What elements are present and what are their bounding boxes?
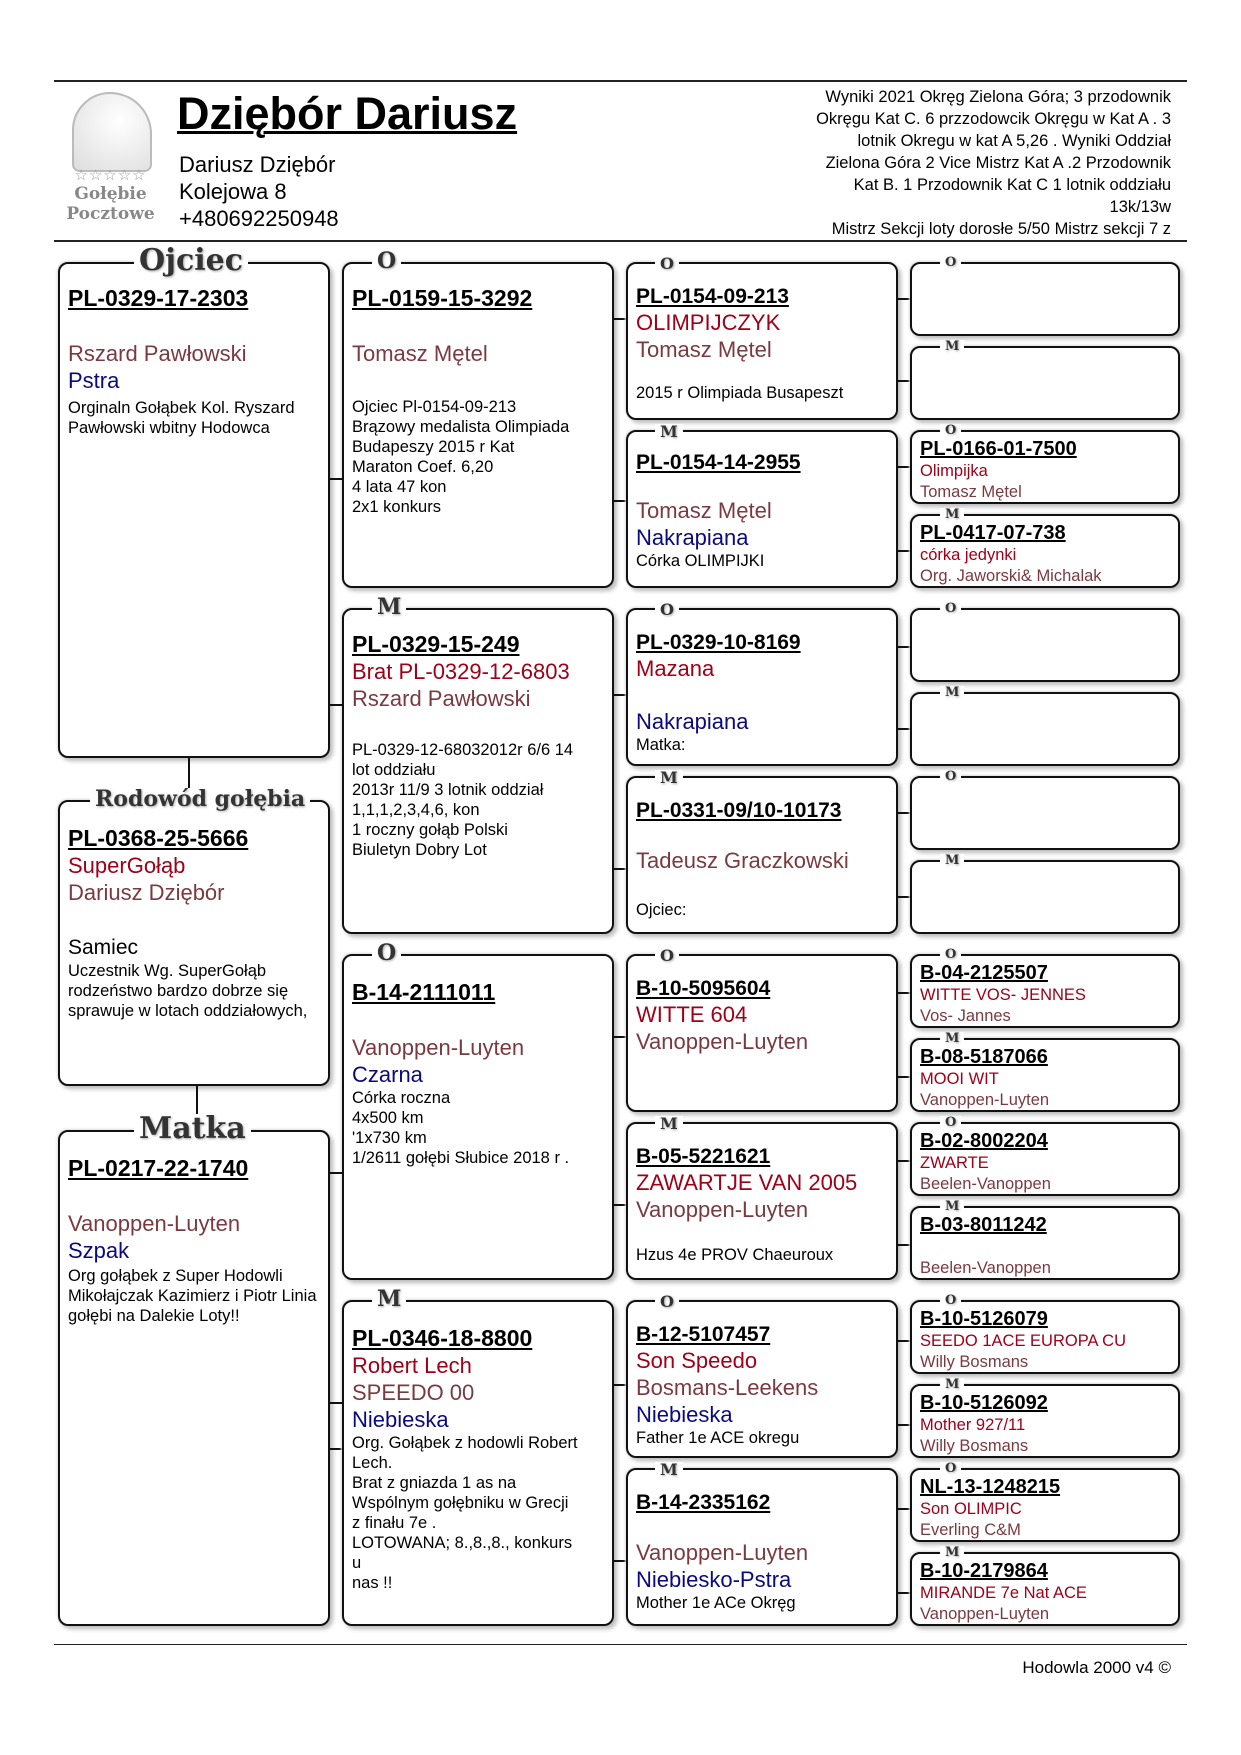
pigeon-name: ZWARTE bbox=[920, 1154, 989, 1172]
note: Matka: bbox=[636, 736, 686, 754]
m-label: M bbox=[940, 1546, 964, 1559]
note-line: '1x730 km bbox=[352, 1129, 427, 1147]
note: Org gołąbek z Super Hodowli Mikołajczak Kazimierz i Piotr Linia gołębi na Dalekie Loty!! bbox=[68, 1267, 317, 1325]
ring-number: B-14-2335162 bbox=[636, 1491, 771, 1514]
breeder: Org. Jaworski& Michalak bbox=[920, 567, 1102, 585]
gen4-card[interactable] bbox=[910, 1468, 1180, 1542]
m-label: M bbox=[655, 1116, 683, 1132]
pigeon-name: WITTE VOS- JENNES bbox=[920, 986, 1086, 1004]
mother-label: Matka bbox=[134, 1114, 251, 1144]
ring-number: B-10-5126079 bbox=[920, 1308, 1048, 1330]
gen3-card[interactable] bbox=[626, 1468, 898, 1626]
connector bbox=[614, 694, 626, 696]
gen4-card[interactable] bbox=[910, 430, 1180, 504]
results-line: Wyniki 2021 Okręg Zielona Góra; 3 przodownik bbox=[825, 88, 1171, 106]
note-line: Ojciec Pl-0154-09-213 bbox=[352, 398, 517, 416]
pigeon-name: SuperGołąb bbox=[68, 853, 186, 878]
pigeon-name: OLIMPIJCZYK bbox=[636, 310, 781, 335]
connector bbox=[328, 1402, 342, 1404]
note-line: z finału 7e . bbox=[352, 1514, 437, 1532]
o-label: O bbox=[940, 1294, 961, 1307]
o-label: O bbox=[940, 770, 961, 783]
ring-number: B-14-2111011 bbox=[352, 979, 496, 1005]
note-line: 4 lata 47 kon bbox=[352, 478, 447, 496]
breeder: Willy Bosmans bbox=[920, 1437, 1029, 1455]
gen4-card[interactable] bbox=[910, 776, 1180, 850]
gen4-card[interactable] bbox=[910, 1038, 1180, 1112]
breeder: Beelen-Vanoppen bbox=[920, 1259, 1051, 1277]
breeder: Tomasz Mętel bbox=[636, 498, 772, 523]
o-label: O bbox=[655, 948, 679, 964]
note-line: 1,1,1,2,3,4,6, kon bbox=[352, 801, 480, 819]
ring-number: B-08-5187066 bbox=[920, 1046, 1048, 1068]
connector bbox=[898, 466, 910, 468]
note-line: Brązowy medalista Olimpiada bbox=[352, 418, 570, 436]
gen4-card[interactable] bbox=[910, 514, 1180, 588]
pigeon-name: Son OLIMPIC bbox=[920, 1500, 1022, 1518]
gen4-card[interactable] bbox=[910, 608, 1180, 682]
m-label: M bbox=[655, 770, 683, 786]
connector bbox=[898, 1244, 910, 1246]
gen4-card[interactable] bbox=[910, 692, 1180, 766]
connector bbox=[898, 1592, 910, 1594]
pigeon-head-icon bbox=[72, 92, 152, 172]
gen3-card[interactable] bbox=[626, 1300, 898, 1458]
o-label: O bbox=[940, 602, 961, 615]
note-line: Brat z gniazda 1 as na bbox=[352, 1474, 517, 1492]
breeder: Vanoppen-Luyten bbox=[636, 1540, 809, 1565]
color: Czarna bbox=[352, 1062, 423, 1087]
results-line: Okręgu Kat C. 6 przzodowcik Okręgu w Kat A . 3 bbox=[816, 110, 1171, 128]
connector bbox=[898, 1424, 910, 1426]
logo-text bbox=[58, 184, 163, 224]
connector bbox=[898, 992, 910, 994]
m-label: M bbox=[940, 340, 964, 353]
breeder: Rszard Pawłowski bbox=[352, 686, 531, 711]
pigeon-name: Robert Lech bbox=[352, 1353, 472, 1378]
note-line: lot oddziału bbox=[352, 761, 436, 779]
father-card[interactable] bbox=[58, 262, 330, 758]
connector bbox=[614, 1384, 626, 1386]
note-line: Wspólnym gołębniku w Grecji bbox=[352, 1494, 569, 1512]
gen2-card[interactable] bbox=[342, 1300, 614, 1626]
gen3-card[interactable] bbox=[626, 430, 898, 588]
connector bbox=[328, 478, 342, 480]
gen4-card[interactable] bbox=[910, 1206, 1180, 1280]
connector bbox=[898, 550, 910, 552]
ring-number: B-10-2179864 bbox=[920, 1560, 1048, 1582]
connector bbox=[614, 868, 626, 870]
gen3-card[interactable] bbox=[626, 262, 898, 420]
connector bbox=[330, 1448, 342, 1450]
subject-label: Rodowód gołębia bbox=[90, 788, 310, 810]
page-title: Dziębór Dariusz bbox=[177, 88, 518, 139]
gen4-card[interactable] bbox=[910, 954, 1180, 1028]
note-line: 2013r 11/9 3 lotnik oddział bbox=[352, 781, 544, 799]
ring-number: B-10-5126092 bbox=[920, 1392, 1048, 1414]
m-label: M bbox=[940, 1378, 964, 1391]
ring-number: PL-0154-14-2955 bbox=[636, 451, 801, 474]
note: Córka OLIMPIJKI bbox=[636, 552, 765, 570]
gen4-card[interactable] bbox=[910, 1552, 1180, 1626]
mother-card[interactable] bbox=[58, 1130, 330, 1626]
results-line: Mistrz Sekcji loty dorosłe 5/50 Mistrz sekcji 7 z bbox=[831, 220, 1171, 238]
connector bbox=[898, 728, 910, 730]
m-label: M bbox=[655, 1462, 683, 1478]
o-label: O bbox=[940, 948, 961, 961]
ring-number: PL-0166-01-7500 bbox=[920, 438, 1077, 460]
gen3-card[interactable] bbox=[626, 776, 898, 934]
note-line: 1 roczny gołąb Polski bbox=[352, 821, 508, 839]
results-line: 13k/13w bbox=[1109, 198, 1171, 216]
pigeon-name: ZAWARTJE VAN 2005 bbox=[636, 1170, 858, 1195]
note-line: Biuletyn Dobry Lot bbox=[352, 841, 487, 859]
color: Nakrapiana bbox=[636, 709, 749, 734]
gen4-card[interactable] bbox=[910, 1300, 1180, 1374]
subject-card[interactable] bbox=[58, 800, 330, 1086]
ring-number: PL-0154-09-213 bbox=[636, 285, 789, 308]
color: Niebieska bbox=[636, 1402, 733, 1427]
ring-number: B-03-8011242 bbox=[920, 1214, 1047, 1236]
sex: Samiec bbox=[68, 936, 139, 959]
o-label: O bbox=[372, 942, 401, 964]
ring-number: B-02-8002204 bbox=[920, 1130, 1048, 1152]
pigeon-name: Mother 927/11 bbox=[920, 1416, 1026, 1434]
ring-number: PL-0368-25-5666 bbox=[68, 825, 249, 851]
note-line: 2x1 konkurs bbox=[352, 498, 441, 516]
o-label: O bbox=[940, 256, 961, 269]
m-label: M bbox=[940, 1032, 964, 1045]
pigeon-name: Mazana bbox=[636, 656, 715, 681]
connector bbox=[328, 1172, 342, 1174]
pigeon-name: WITTE 604 bbox=[636, 1002, 748, 1027]
o-label: O bbox=[940, 1462, 961, 1475]
ring-number: PL-0329-15-249 bbox=[352, 631, 520, 657]
gen4-card[interactable] bbox=[910, 860, 1180, 934]
note-line: 4x500 km bbox=[352, 1109, 424, 1127]
breeder: Vanoppen-Luyten bbox=[636, 1029, 809, 1054]
connector bbox=[898, 896, 910, 898]
breeder: Tomasz Mętel bbox=[636, 337, 772, 362]
pigeon-name: Brat PL-0329-12-6803 bbox=[352, 659, 570, 684]
owner-name: Dariusz Dziębór bbox=[179, 152, 336, 177]
m-label: M bbox=[940, 854, 964, 867]
ring-number: B-12-5107457 bbox=[636, 1323, 771, 1346]
gen2-card[interactable] bbox=[342, 262, 614, 588]
m-label: M bbox=[655, 424, 683, 440]
gen3-card[interactable] bbox=[626, 1122, 898, 1280]
note-line: u bbox=[352, 1554, 362, 1572]
owner-phone: +480692250948 bbox=[179, 206, 339, 231]
breeder: SPEEDO 00 bbox=[352, 1380, 475, 1405]
breeder: Beelen-Vanoppen bbox=[920, 1175, 1051, 1193]
note-line: Org. Gołąbek z hodowli Robert bbox=[352, 1434, 578, 1452]
pigeon-name: córka jedynki bbox=[920, 546, 1017, 564]
note-line: Maraton Coef. 6,20 bbox=[352, 458, 494, 476]
gen4-card[interactable] bbox=[910, 346, 1180, 420]
breeder: Vos- Jannes bbox=[920, 1007, 1011, 1025]
note: Father 1e ACE okregu bbox=[636, 1429, 800, 1447]
breeder: Vanoppen-Luyten bbox=[636, 1197, 809, 1222]
ring-number: B-10-5095604 bbox=[636, 977, 771, 1000]
color: Niebiesko-Pstra bbox=[636, 1567, 792, 1592]
results-line: Zielona Góra 2 Vice Mistrz Kat A .2 Przodownik bbox=[825, 154, 1171, 172]
breeder: Bosmans-Leekens bbox=[636, 1375, 819, 1400]
color: Niebieska bbox=[352, 1407, 449, 1432]
note-line: Córka roczna bbox=[352, 1089, 451, 1107]
breeder: Dariusz Dziębór bbox=[68, 880, 225, 905]
gen2-card[interactable] bbox=[342, 954, 614, 1280]
pigeon-name: Son Speedo bbox=[636, 1348, 758, 1373]
gen3-card[interactable] bbox=[626, 954, 898, 1112]
connector bbox=[898, 646, 910, 648]
breeder: Vanoppen-Luyten bbox=[920, 1091, 1050, 1109]
note-line: Lech. bbox=[352, 1454, 393, 1472]
ring-number: PL-0217-22-1740 bbox=[68, 1155, 249, 1181]
connector bbox=[898, 1076, 910, 1078]
o-label: O bbox=[655, 1294, 679, 1310]
color: Pstra bbox=[68, 368, 120, 393]
m-label: M bbox=[372, 596, 406, 618]
header-rule bbox=[54, 240, 1187, 242]
m-label: M bbox=[940, 1200, 964, 1213]
note-line: 1/2611 gołębi Słubice 2018 r . bbox=[352, 1149, 570, 1167]
ring-number: PL-0417-07-738 bbox=[920, 522, 1066, 544]
father-label: Ojciec bbox=[134, 246, 248, 276]
connector bbox=[898, 812, 910, 814]
breeder: Everling C&M bbox=[920, 1521, 1021, 1539]
color: Nakrapiana bbox=[636, 525, 749, 550]
ring-number: PL-0329-10-8169 bbox=[636, 631, 801, 654]
ring-number: PL-0331-09/10-10173 bbox=[636, 799, 842, 822]
o-label: O bbox=[372, 250, 401, 272]
connector bbox=[614, 318, 626, 320]
breeder: Rszard Pawłowski bbox=[68, 341, 247, 366]
connector bbox=[898, 1340, 910, 1342]
connector bbox=[614, 1560, 626, 1562]
note-line: LOTOWANA; 8.,8.,8., konkurs bbox=[352, 1534, 573, 1552]
results-line: Kat B. 1 Przodownik Kat C 1 lotnik oddziału bbox=[853, 176, 1171, 194]
ring-number: B-05-5221621 bbox=[636, 1145, 771, 1168]
note: Mother 1e ACe Okręg bbox=[636, 1594, 796, 1612]
note: Orginaln Gołąbek Kol. Ryszard Pawłowski wbitny Hodowca bbox=[68, 399, 295, 437]
connector bbox=[898, 1508, 910, 1510]
connector bbox=[898, 298, 910, 300]
note: Ojciec: bbox=[636, 901, 687, 919]
connector bbox=[898, 380, 910, 382]
m-label: M bbox=[940, 508, 964, 521]
gen4-card[interactable] bbox=[910, 1384, 1180, 1458]
footer-text: Hodowla 2000 v4 © bbox=[1022, 1658, 1171, 1677]
breeder: Vanoppen-Luyten bbox=[920, 1605, 1050, 1623]
logo-line1: Gołębie bbox=[74, 184, 147, 204]
note: Uczestnik Wg. SuperGołąb rodzeństwo bardzo dobrze się sprawuje w lotach oddziałowych, bbox=[68, 962, 308, 1020]
gen4-card[interactable] bbox=[910, 262, 1180, 336]
pigeon-name: Olimpijka bbox=[920, 462, 988, 480]
gen4-card[interactable] bbox=[910, 1122, 1180, 1196]
owner-address: Kolejowa 8 bbox=[179, 179, 287, 204]
ring-number: PL-0346-18-8800 bbox=[352, 1325, 533, 1351]
connector bbox=[614, 1036, 626, 1038]
ring-number: B-04-2125507 bbox=[920, 962, 1048, 984]
logo bbox=[58, 92, 163, 232]
gen2-card[interactable] bbox=[342, 608, 614, 934]
pigeon-name: SEEDO 1ACE EUROPA CU bbox=[920, 1332, 1127, 1350]
m-label: M bbox=[940, 686, 964, 699]
ring-number: PL-0159-15-3292 bbox=[352, 285, 533, 311]
note-line: PL-0329-12-68032012r 6/6 14 bbox=[352, 741, 574, 759]
pigeon-name bbox=[920, 1237, 1170, 1258]
connector bbox=[614, 500, 626, 502]
breeder: Willy Bosmans bbox=[920, 1353, 1029, 1371]
bottom-rule bbox=[54, 1644, 1187, 1645]
pigeon-name: MIRANDE 7e Nat ACE bbox=[920, 1584, 1087, 1602]
m-label: M bbox=[372, 1288, 406, 1310]
o-label: O bbox=[655, 602, 679, 618]
logo-line2: Pocztowe bbox=[66, 204, 155, 224]
ring-number: PL-0329-17-2303 bbox=[68, 285, 249, 311]
ring-number: NL-13-1248215 bbox=[920, 1476, 1061, 1498]
breeder: Tomasz Mętel bbox=[920, 483, 1022, 501]
o-label: O bbox=[655, 256, 679, 272]
gen3-card[interactable] bbox=[626, 608, 898, 766]
note-line: Budapeszy 2015 r Kat bbox=[352, 438, 515, 456]
o-label: O bbox=[940, 1116, 961, 1129]
note-line: nas !! bbox=[352, 1574, 393, 1592]
note: Hzus 4e PROV Chaeuroux bbox=[636, 1246, 834, 1264]
o-label: O bbox=[940, 424, 961, 437]
results-text bbox=[741, 86, 1171, 240]
breeder: Vanoppen-Luyten bbox=[68, 1211, 241, 1236]
color: Szpak bbox=[68, 1238, 130, 1263]
breeder: Vanoppen-Luyten bbox=[352, 1035, 525, 1060]
connector bbox=[328, 704, 342, 706]
connector bbox=[614, 1204, 626, 1206]
breeder: Tadeusz Graczkowski bbox=[636, 848, 849, 873]
top-rule bbox=[54, 80, 1187, 82]
note: 2015 r Olimpiada Busapeszt bbox=[636, 384, 844, 402]
stars-icon: ☆☆☆☆☆ bbox=[74, 167, 147, 184]
breeder: Tomasz Mętel bbox=[352, 341, 488, 366]
pigeon-name: MOOI WIT bbox=[920, 1070, 999, 1088]
owner-info bbox=[179, 151, 339, 232]
results-line: lotnik Okregu w kat A 5,26 . Wyniki Oddział bbox=[857, 132, 1171, 150]
connector bbox=[898, 1160, 910, 1162]
